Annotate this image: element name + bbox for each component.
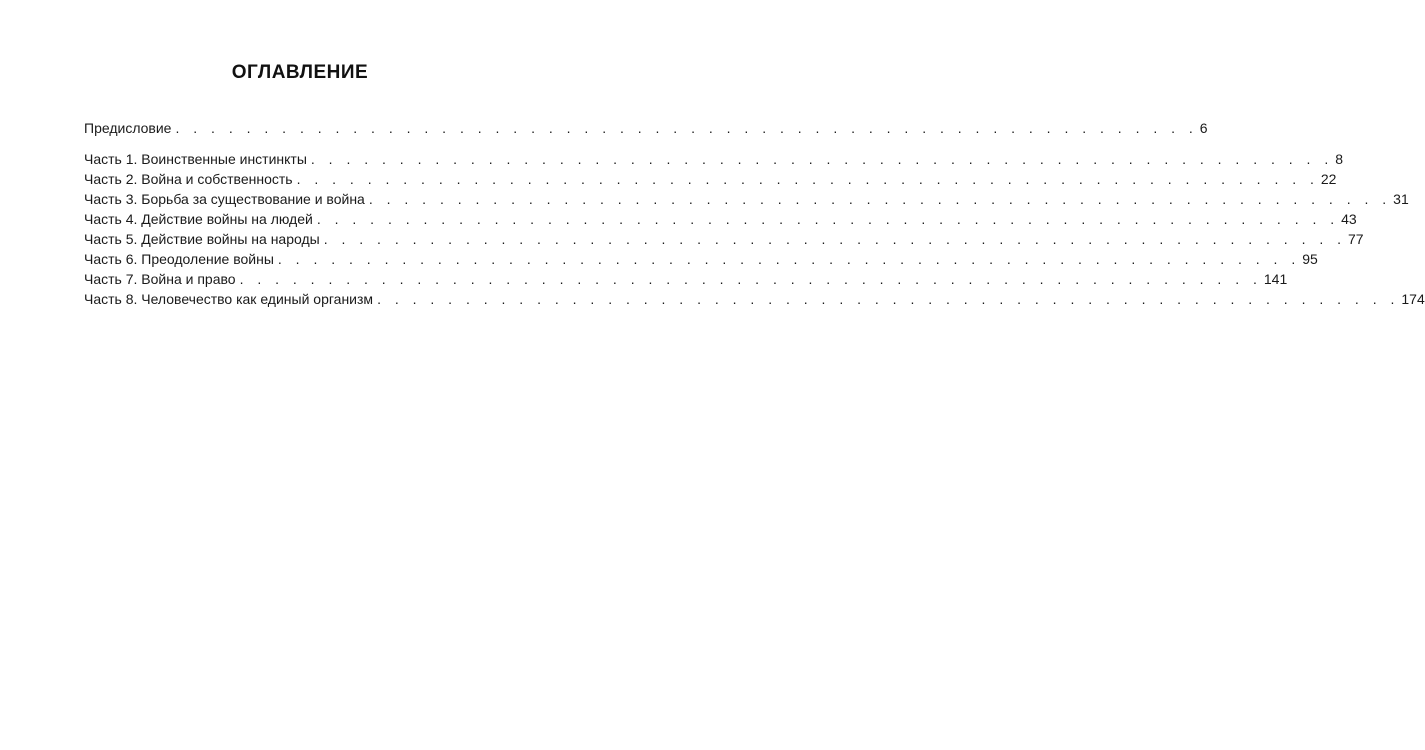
dot-leader: . . . . . . . . . . . . . . . . . . . . . . . . . . . . . . . . . . . . . . . . . . . . . . . . . . . . . . . . . . — [368, 191, 1392, 207]
dot-leader: . . . . . . . . . . . . . . . . . . . . . . . . . . . . . . . . . . . . . . . . . . . . . . . . . . . . . . . . . . — [377, 291, 1400, 307]
toc-entry-label: Часть 4. Действие войны на людей — [84, 211, 313, 227]
toc-entry-label: Часть 2. Война и собственность — [84, 171, 293, 187]
toc-entry-page-number: 22 — [1320, 171, 1337, 187]
toc-entry-part-4[interactable] — [84, 209, 1357, 229]
toc-entry-label: Часть 1. Воинственные инстинкты — [84, 151, 307, 167]
toc-entry-label: Часть 6. Преодоление войны — [84, 251, 274, 267]
dot-leader: . . . . . . . . . . . . . . . . . . . . . . . . . . . . . . . . . . . . . . . . . . . . . . . . . . . . . . . . . . — [175, 120, 1198, 136]
toc-entry-page-number: 174 — [1401, 291, 1425, 307]
toc-entry-part-8[interactable] — [84, 289, 1425, 309]
dot-leader: . . . . . . . . . . . . . . . . . . . . . . . . . . . . . . . . . . . . . . . . . . . . . . . . . . . . . . . . . . — [310, 151, 1334, 167]
toc-entry-page-number: 77 — [1348, 231, 1364, 247]
toc-entry-part-6[interactable] — [84, 249, 1318, 269]
toc-entry-preface[interactable] — [84, 118, 1208, 138]
toc-entry-part-5[interactable] — [84, 229, 1364, 249]
toc-entry-label: Часть 7. Война и право — [84, 271, 236, 287]
toc-entry-page-number: 141 — [1263, 271, 1288, 287]
toc-entry-label: Предисловие — [84, 120, 172, 136]
toc-entry-page-number: 8 — [1335, 151, 1344, 167]
dot-leader: . . . . . . . . . . . . . . . . . . . . . . . . . . . . . . . . . . . . . . . . . . . . . . . . . . . . . . . . . . — [277, 251, 1301, 267]
toc-entry-part-3[interactable] — [84, 189, 1409, 209]
dot-leader: . . . . . . . . . . . . . . . . . . . . . . . . . . . . . . . . . . . . . . . . . . . . . . . . . . . . . . . . . . — [316, 211, 1340, 227]
dot-leader: . . . . . . . . . . . . . . . . . . . . . . . . . . . . . . . . . . . . . . . . . . . . . . . . . . . . . . . . . . — [323, 231, 1347, 247]
toc-entry-part-1[interactable] — [84, 149, 1344, 169]
dot-leader: . . . . . . . . . . . . . . . . . . . . . . . . . . . . . . . . . . . . . . . . . . . . . . . . . . . . . . . . . . — [296, 171, 1319, 187]
toc-entry-page-number: 43 — [1341, 211, 1357, 227]
toc-entry-label: Часть 8. Человечество как единый организм — [84, 291, 374, 307]
toc-entry-page-number: 95 — [1302, 251, 1318, 267]
page-title: ОГЛАВЛЕНИЕ — [231, 62, 369, 83]
toc-entry-part-2[interactable] — [84, 169, 1337, 189]
table-of-contents — [84, 118, 1425, 309]
toc-entry-part-7[interactable] — [84, 269, 1288, 289]
dot-leader: . . . . . . . . . . . . . . . . . . . . . . . . . . . . . . . . . . . . . . . . . . . . . . . . . . . . . . . . . . — [239, 271, 1262, 287]
toc-entry-label: Часть 5. Действие войны на народы — [84, 231, 320, 247]
toc-entry-label: Часть 3. Борьба за существование и война — [84, 191, 365, 207]
toc-entry-page-number: 6 — [1199, 120, 1208, 136]
spacer — [84, 138, 486, 149]
toc-entry-page-number: 31 — [1393, 191, 1409, 207]
